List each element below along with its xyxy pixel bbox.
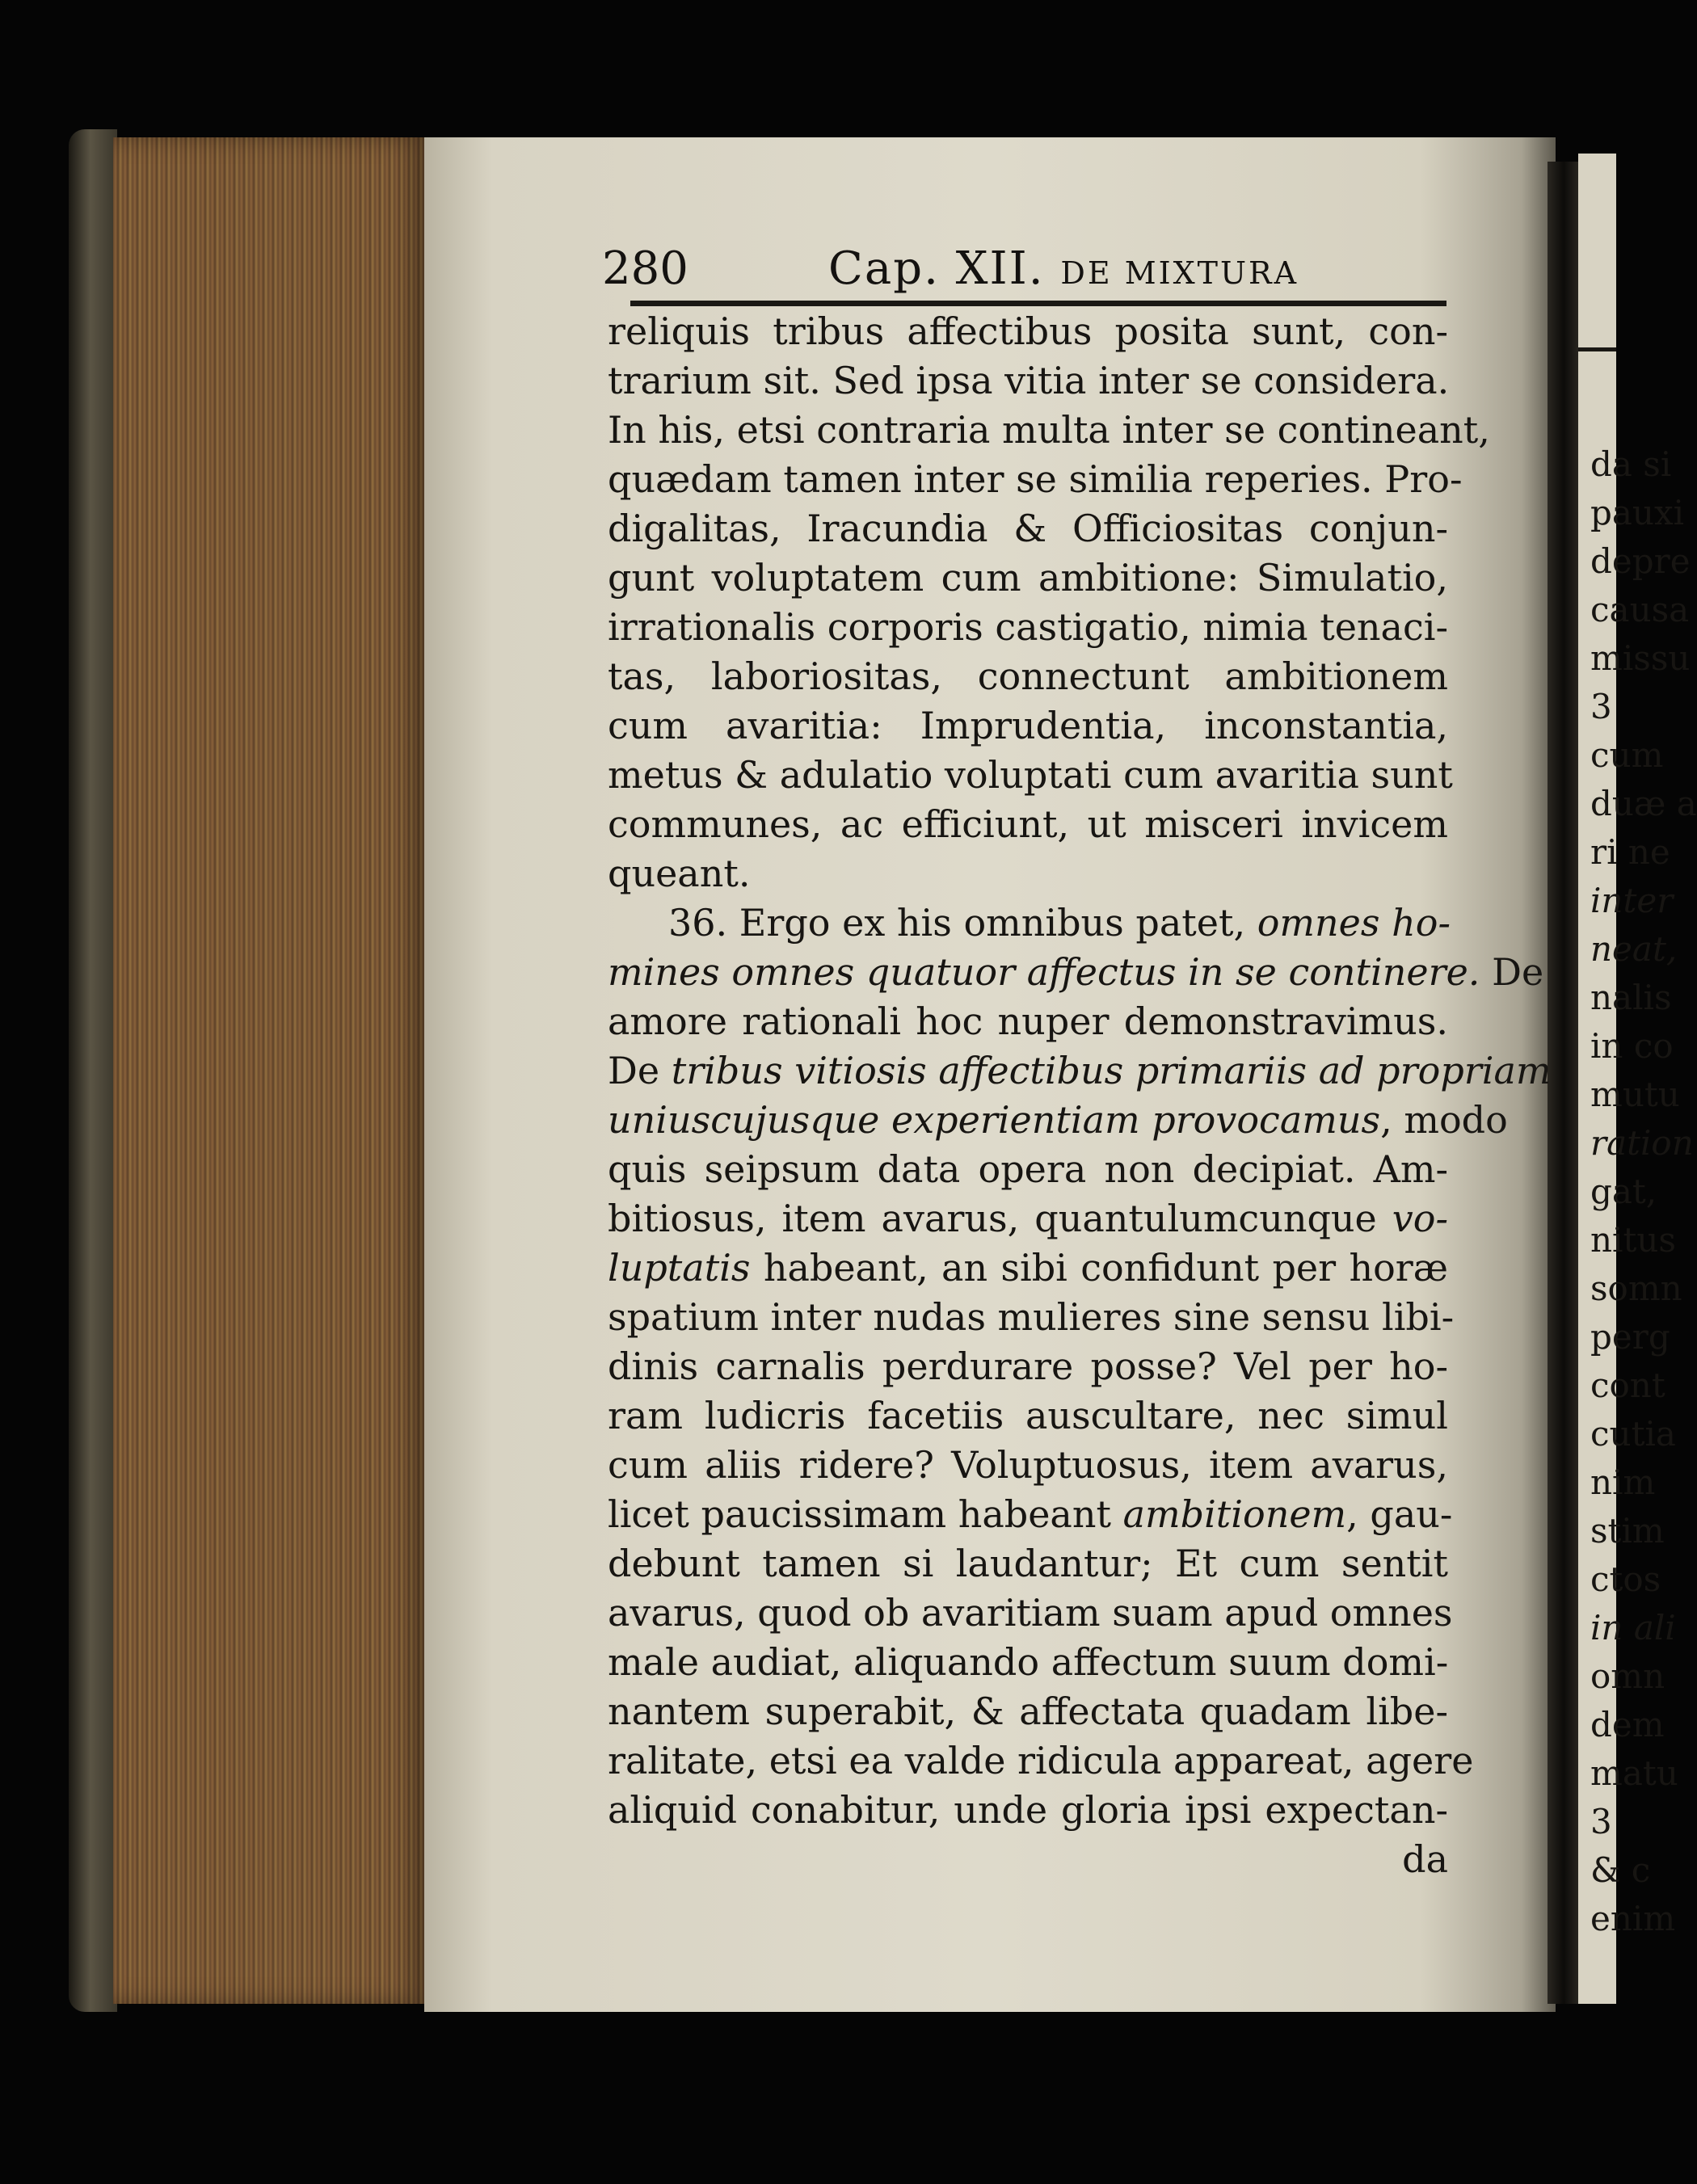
text-line: tas, laboriositas, connectunt ambitionem — [608, 654, 1448, 698]
paragraph-36-line: ralitate, etsi ea valde ridicula appareat, agere — [608, 1739, 1474, 1782]
text-italic: ambitionem — [1122, 1492, 1347, 1536]
text-roman: , gau- — [1346, 1492, 1453, 1536]
paragraph-36-line — [608, 1243, 1448, 1293]
header-rule — [630, 301, 1446, 306]
facing-line: nitus — [1590, 1220, 1676, 1260]
facing-line: missu — [1590, 638, 1691, 678]
text-italic: vo- — [1392, 1197, 1448, 1240]
facing-line: ctos — [1590, 1559, 1661, 1599]
paragraph-36-line: aliquid conabitur, unde gloria ipsi expectan- — [608, 1788, 1448, 1832]
paragraph-36-line: ram ludicris facetiis auscultare, nec simul — [608, 1394, 1448, 1437]
facing-line: & c — [1590, 1850, 1651, 1890]
paragraph-36-line: dinis carnalis perdurare posse? Vel per ho- — [608, 1344, 1448, 1388]
facing-line: pauxi — [1590, 493, 1685, 532]
text-line: irrationalis corporis castigatio, nimia tenaci- — [608, 605, 1448, 649]
facing-line: cont — [1590, 1366, 1665, 1405]
running-title-chapter: Cap. XII. — [828, 242, 1045, 295]
text-roman: De — [608, 1049, 660, 1092]
text-line: cum avaritia: Imprudentia, inconstantia, — [608, 704, 1448, 747]
facing-line: 3 — [1590, 1802, 1612, 1841]
facing-line: in ali — [1590, 1608, 1676, 1647]
text-line: metus & adulatio voluptati cum avaritia sunt — [608, 753, 1453, 797]
paragraph-36-line: debunt tamen si laudantur; Et cum sentit — [608, 1542, 1448, 1585]
facing-line: perg — [1590, 1317, 1670, 1357]
catchword: da — [1402, 1837, 1448, 1881]
text-roman: 36. Ergo ex his omnibus patet, — [668, 901, 1246, 945]
text-line: gunt voluptatem cum ambitione: Simulatio, — [608, 556, 1448, 600]
facing-line: gat, — [1590, 1172, 1657, 1211]
facing-line: omn — [1590, 1656, 1665, 1696]
page-body-text — [608, 307, 1552, 1884]
facing-line: somn — [1590, 1269, 1682, 1308]
text-roman: De — [1492, 950, 1544, 994]
facing-line: cum — [1590, 735, 1664, 775]
paragraph-36-line — [608, 1096, 1508, 1145]
facing-line: in co — [1590, 1026, 1674, 1066]
text-roman: licet paucissimam habeant — [608, 1492, 1111, 1536]
facing-line: 3 — [1590, 687, 1612, 726]
facing-page — [1578, 154, 1697, 2004]
facing-line: depre — [1590, 541, 1691, 581]
text-line: queant. — [608, 852, 751, 895]
paragraph-36-line: quis seipsum data opera non decipiat. Am- — [608, 1147, 1448, 1191]
paragraph-36-line — [608, 1046, 1552, 1096]
facing-line: nim — [1590, 1462, 1656, 1502]
text-italic: luptatis — [608, 1246, 751, 1290]
facing-line: ri ne — [1590, 832, 1670, 872]
facing-line: nalis — [1590, 978, 1672, 1017]
paragraph-36-line — [608, 1490, 1453, 1539]
facing-line: ration — [1590, 1123, 1694, 1163]
facing-line: causa — [1590, 590, 1690, 629]
text-line: digalitas, Iracundia & Officiositas conjun- — [608, 507, 1448, 550]
text-line: In his, etsi contraria multa inter se contineant, — [608, 408, 1490, 452]
book-cover-edge — [69, 129, 117, 2012]
text-line: quædam tamen inter se similia reperies. Pro- — [608, 457, 1463, 501]
paragraph-36-line: male audiat, aliquando affectum suum domi- — [608, 1640, 1449, 1684]
facing-page-text — [1590, 440, 1697, 1943]
text-italic: uniuscujusque experientiam provocamus — [608, 1098, 1381, 1142]
text-roman: bitiosus, item avarus, quantulumcunque — [608, 1197, 1377, 1240]
facing-line: inter — [1590, 881, 1674, 920]
paragraph-36-line: avarus, quod ob avaritiam suam apud omnes — [608, 1591, 1453, 1635]
text-line: communes, ac efficiunt, ut misceri invicem — [608, 802, 1448, 846]
text-line: trarium sit. Sed ipsa vitia inter se considera. — [608, 359, 1450, 402]
facing-line: stim — [1590, 1511, 1665, 1551]
text-line: reliquis tribus affectibus posita sunt, con- — [608, 309, 1448, 353]
facing-line: da si — [1590, 444, 1672, 484]
book-gutter — [1548, 162, 1580, 2004]
running-title — [828, 242, 1299, 295]
paragraph-36-line: cum aliis ridere? Voluptuosus, item avarus, — [608, 1443, 1448, 1487]
facing-line: mutu — [1590, 1075, 1680, 1114]
facing-line: cutia — [1590, 1414, 1676, 1454]
paragraph-36-line: amore rationali hoc nuper demonstravimus. — [608, 999, 1448, 1043]
running-title-subject: DE MIXTURA — [1060, 255, 1299, 291]
text-italic: tribus vitiosis affectibus primariis ad propriam — [671, 1049, 1552, 1092]
facing-line: duæ a — [1590, 784, 1697, 823]
text-italic: mines omnes quatuor affectus in se continere. — [608, 950, 1480, 994]
facing-line: dem — [1590, 1705, 1665, 1744]
paragraph-36-line: spatium inter nudas mulieres sine sensu libi- — [608, 1295, 1455, 1339]
text-roman: habeant, an sibi confidunt per horæ — [763, 1246, 1448, 1290]
text-roman: , modo — [1380, 1098, 1508, 1142]
paragraph-36-line — [608, 898, 1451, 948]
paragraph-36-line: nantem superabit, & affectata quadam libe- — [608, 1690, 1448, 1733]
running-header — [533, 242, 1446, 307]
facing-line: enim — [1590, 1899, 1676, 1938]
page-edges — [113, 137, 428, 2004]
facing-line: matu — [1590, 1753, 1678, 1793]
facing-line: neat, — [1590, 929, 1678, 969]
paragraph-36-line — [608, 948, 1544, 997]
text-italic: omnes ho- — [1257, 901, 1451, 945]
page-number: 280 — [602, 242, 688, 295]
paragraph-36-line — [608, 1194, 1448, 1243]
facing-page-rule — [1578, 347, 1616, 351]
